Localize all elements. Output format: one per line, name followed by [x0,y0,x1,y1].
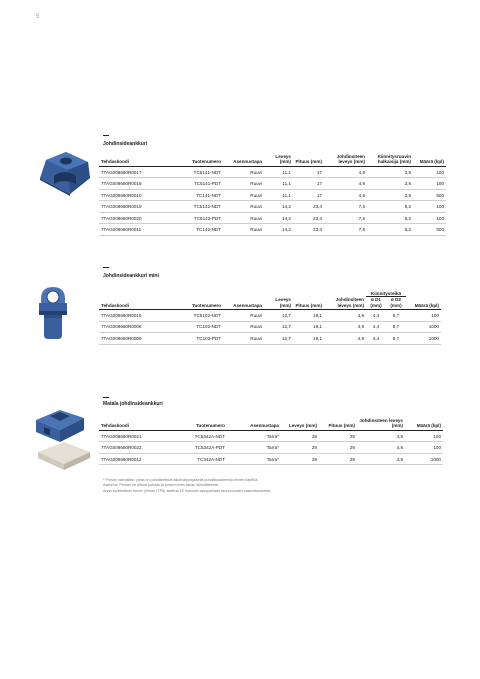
cell: Ruuvi [223,321,264,333]
cell: 7TAG009660R0021 [99,430,171,442]
col-header: Johdinsiteen leveys (mm) [357,418,405,430]
col-header: Johdinsiteen leveys (mm) [324,297,366,310]
cell: 8,7 [386,333,406,345]
cell: Ruuvi [223,212,264,224]
cell: 23,4 [293,212,324,224]
cell: 1000 [405,453,443,465]
col-header: Määrä (kpl) [405,418,443,430]
cell: 100 [406,310,441,322]
cell: 23,4 [293,224,324,236]
col-header: ø D1 (mm) [366,297,386,310]
cell: TC5142-PDT [171,212,223,224]
col-header: Leveys (mm) [264,297,293,310]
cell: 100 [405,430,443,442]
cell: 100 [413,166,446,178]
cell: Ruuvi [223,166,264,178]
col-header: Tehdaskoodi [99,154,171,166]
cell: Tarra* [227,430,281,442]
cell: Ruuvi [223,310,264,322]
cell: 29 [319,442,357,454]
col-header: Pituus (mm) [293,297,324,310]
cell: TC141-NDT [171,189,223,201]
cell: 7TAG009660R0012 [99,453,171,465]
cell: 5,2 [367,201,413,213]
col-header: Leveys (mm) [281,418,319,430]
cell: 7TAG009660R0009 [99,333,171,345]
cell: Ruuvi [223,201,264,213]
cell: 1000 [406,321,441,333]
adhesive-cable-tie-mount-image [30,404,94,484]
cable-tie-mount-image [36,148,94,200]
col-header: ø D2 (mm) [386,297,406,310]
cell: 29 [319,430,357,442]
cell: 23,4 [293,201,324,213]
table-row [99,212,446,224]
section-title: Johdinsideankkuri mini [103,273,159,279]
spec-table-3 [99,418,443,465]
section-title: Matala johdinsideankkuri [103,401,163,407]
cell: 1000 [406,333,441,345]
table-row [99,321,441,333]
cell: 100 [413,178,446,190]
cell: 29 [281,430,319,442]
table-row [99,166,446,178]
table-row [99,430,443,442]
footnote: Anna synteettisen kumin (liiman (TPA) asettua 15 minuutin ajanparhaan tartunnuuden saavuttamiseksi. [103,488,272,493]
cell: 17 [293,166,324,178]
cell: 500 [413,189,446,201]
spec-table-2 [99,291,441,345]
cell: 3,8 [367,166,413,178]
col-header: Asennustapa [227,418,281,430]
cell: 14,2 [264,201,293,213]
cell: 100 [405,442,443,454]
table-row [99,201,446,213]
table-row [99,310,441,322]
cell: 7TAG009660R0011 [99,224,171,236]
cell: 11,1 [264,166,293,178]
cell: 8,7 [386,310,406,322]
cell: 4,8 [357,453,405,465]
section-rule [103,135,109,136]
spec-table-1 [99,154,446,236]
cell: 4,8 [324,189,367,201]
cell: 29 [281,442,319,454]
cell: 14,2 [264,224,293,236]
col-header: Leveys (mm) [264,154,293,166]
cell: 4,4 [366,310,386,322]
cell: Ruuvi [223,178,264,190]
cell: TC102-PDT [171,333,223,345]
table-row [99,333,441,345]
cell: 7TAG009660R0017 [99,166,171,178]
cell: 7,6 [324,212,367,224]
cell: Tarra* [227,442,281,454]
cell: 11,1 [264,178,293,190]
cell: 3,8 [367,178,413,190]
cell: 17 [293,178,324,190]
section-title: Johdinsideankkuri [103,141,148,147]
col-header: Asennustapa [223,154,264,166]
cell: 100 [413,201,446,213]
table-row [99,442,443,454]
cell: 5,2 [367,224,413,236]
cell: 8,7 [386,321,406,333]
cell: 5,2 [367,212,413,224]
cell: 7TAG009660R0015 [99,310,171,322]
col-header: Määrä (kpl) [406,297,441,310]
cell: 12,7 [264,310,293,322]
cell: 7,6 [324,224,367,236]
cell: TC5102-NDT [171,310,223,322]
col-header: Tuotenumero [171,154,223,166]
table-row [99,178,446,190]
cell: 4,4 [366,333,386,345]
cell: 7,6 [324,201,367,213]
cell: 100 [413,212,446,224]
cell: TC142-NDT [171,224,223,236]
cell: 17 [293,189,324,201]
footnotes [103,478,271,494]
footnote: Asennus: Pinnan on oltava puhdas ja kuiva ennen tarran kiinnittämistä. [103,483,219,488]
col-header: Tehdaskoodi [99,418,171,430]
col-header: Asennustapa [223,297,264,310]
cell: 4,8 [324,178,367,190]
cell: 11,1 [264,189,293,201]
cell: 4,8 [324,166,367,178]
footnote: * Pinnan valmistelu: pinta on puhdistettava alkoholipohjaisella puhdistusaineella ennen käyttöä. [103,478,259,482]
cell: TC102-NDT [171,321,223,333]
table-row [99,189,446,201]
cell: Ruuvi [223,189,264,201]
cell: 4,8 [324,310,366,322]
cell: 12,7 [264,333,293,345]
section-rule [103,267,109,268]
cell: 19,1 [293,310,324,322]
cell: TC5342A-NDT [171,430,227,442]
cable-tie-mount-mini-image [36,283,70,343]
cell: 19,1 [293,333,324,345]
table-row [99,453,443,465]
cell: 4,8 [324,321,366,333]
cell: Ruuvi [223,224,264,236]
cell: 29 [319,453,357,465]
cell: 7TAG009660R0022 [99,442,171,454]
cell: Ruuvi [223,333,264,345]
col-header: Tuotenumero [171,297,223,310]
col-header: Tuotenumero [171,418,227,430]
cell: TC5141-PDT [171,178,223,190]
col-header: Määrä (kpl) [413,154,446,166]
cell: 500 [413,224,446,236]
col-header: Pituus (mm) [293,154,324,166]
col-header: Johdinsiteen leveys (mm) [324,154,367,166]
cell: Tarra* [227,453,281,465]
cell: 3,8 [367,189,413,201]
cell: 7TAG009660R0019 [99,201,171,213]
cell: TC342A-NDT [171,453,227,465]
cell: 19,1 [293,321,324,333]
col-group-header: Kiinnitysreikä [366,291,406,297]
table-row [99,224,446,236]
cell: 7TAG009660R0018 [99,178,171,190]
section-rule [103,397,109,398]
cell: 12,7 [264,321,293,333]
page-number: 5 [36,14,40,20]
col-header: Kiinnitysruuvin halkaisija (mm) [367,154,413,166]
cell: TC5141-NDT [171,166,223,178]
cell: 4,8 [324,333,366,345]
cell: 4,4 [366,321,386,333]
cell: 7TAG009660R0010 [99,189,171,201]
col-header: Pituus (mm) [319,418,357,430]
cell: 7TAG009660R0008 [99,321,171,333]
cell: 14,2 [264,212,293,224]
cell: 4,8 [357,430,405,442]
cell: TC5142-NDT [171,201,223,213]
col-header: Tehdaskoodi [99,297,171,310]
cell: 29 [281,453,319,465]
cell: TC5342A-PDT [171,442,227,454]
cell: 4,8 [357,442,405,454]
cell: 7TAG009660R0020 [99,212,171,224]
